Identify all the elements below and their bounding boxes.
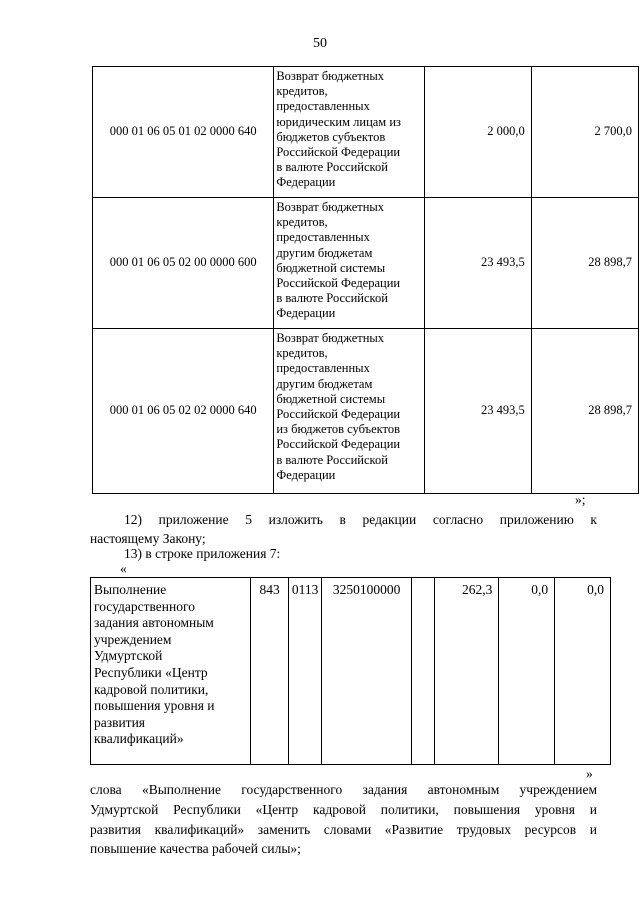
expense-type	[412, 578, 435, 765]
value-year-2: 2 700,0	[531, 67, 638, 198]
target-article: 3250100000	[322, 578, 412, 765]
ministry-code: 843	[250, 578, 288, 765]
final-paragraph-line: слова «Выполнение государственного задания автономным учреждением	[90, 782, 597, 797]
table-row	[93, 329, 639, 494]
item-13: 13) в строке приложения 7:	[124, 546, 281, 561]
page-number: 50	[313, 36, 327, 51]
table-closing-quote: »;	[575, 492, 586, 507]
budget-code: 000 01 06 05 01 02 0000 640	[93, 67, 274, 198]
section-code: 0113	[289, 578, 322, 765]
final-paragraph-line: развития квалификаций» заменить словами «Развитие трудовых ресурсов и	[90, 822, 597, 837]
amount-year-2: 0,0	[499, 578, 555, 765]
value-year-1: 23 493,5	[424, 329, 531, 494]
opening-quote: «	[120, 561, 127, 576]
value-year-1: 2 000,0	[424, 67, 531, 198]
final-paragraph-line: повышение качества рабочей силы»;	[90, 841, 301, 856]
expense-name: Выполнение государственного задания автономным учреждением Удмуртской Республики «Центр кадровой политики, повышения уровня и развития квалификаций»	[91, 578, 251, 765]
table-row	[93, 198, 639, 329]
table-row	[93, 67, 639, 198]
final-paragraph-line: Удмуртской Республики «Центр кадровой политики, повышения уровня и	[90, 802, 597, 817]
item-12-line-1: 12) приложение 5 изложить в редакции согласно приложению к	[124, 512, 597, 527]
value-year-2: 28 898,7	[531, 198, 638, 329]
value-year-1: 23 493,5	[424, 198, 531, 329]
row-description: Возврат бюджетных кредитов, предоставленных юридическим лицам из бюджетов субъектов Российской Федерации в валюте Российской Федерации	[274, 67, 424, 198]
value-year-2: 28 898,7	[531, 329, 638, 494]
amount-year-1: 262,3	[435, 578, 499, 765]
budget-code: 000 01 06 05 02 02 0000 640	[93, 329, 274, 494]
appendix-7-row-table	[90, 577, 611, 765]
closing-quote: »	[586, 766, 593, 781]
row-description: Возврат бюджетных кредитов, предоставленных другим бюджетам бюджетной системы Российской Федерации из бюджетов субъектов Российской Федерации в валюте Российской Федерации	[274, 329, 424, 494]
budget-code: 000 01 06 05 02 00 0000 600	[93, 198, 274, 329]
amount-year-3: 0,0	[555, 578, 611, 765]
table-row	[91, 578, 611, 765]
row-description: Возврат бюджетных кредитов, предоставленных другим бюджетам бюджетной системы Российской Федерации в валюте Российской Федерации	[274, 198, 424, 329]
sources-table	[92, 66, 639, 494]
item-12-line-2: настоящему Закону;	[90, 531, 206, 546]
